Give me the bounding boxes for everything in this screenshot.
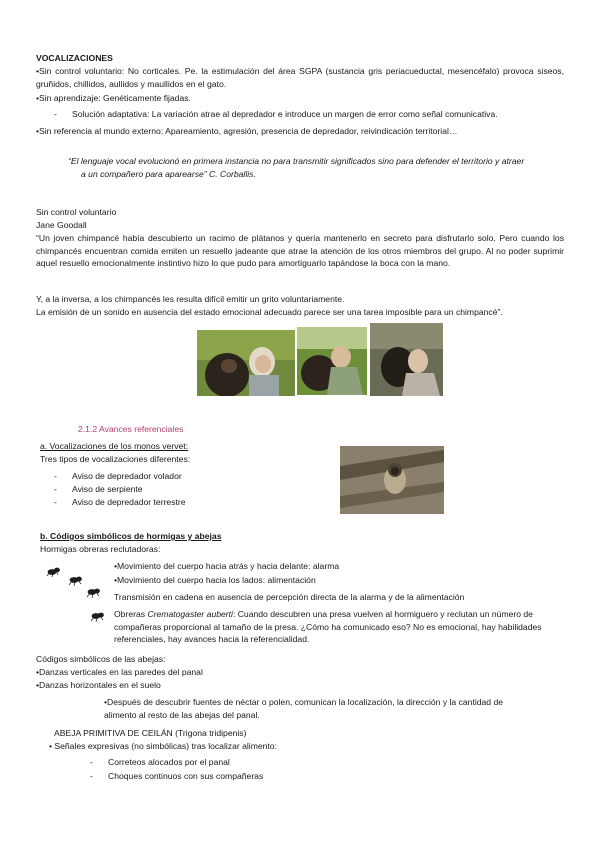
bullet-sin-referencia: •Sin referencia al mundo externo: Apareamiento, agresión, presencia de depredador, reivindicación territorial…: [36, 126, 458, 136]
ant-illustration: [44, 560, 108, 630]
bees-title: Códigos simbólicos de las abejas:: [36, 654, 166, 664]
dash: -: [54, 484, 57, 494]
goodall-paragraph-3: La emisión de un sonido en ausencia del estado emocional adecuado parece ser una tarea imposible para un chimpancé”.: [36, 307, 503, 317]
dash: -: [90, 771, 93, 781]
list-item: Aviso de depredador volador: [72, 471, 182, 481]
ant-alarm-movement: •Movimiento del cuerpo hacia atrás y hacia delante: alarma: [114, 561, 340, 571]
list-item: Aviso de depredador terrestre: [72, 497, 186, 507]
bullet-sin-control: •Sin control voluntario: No corticales. Pe. la estimulación del área SGPA (sustancia gris periacueductal, mesencéfalo) provoca siseos, gruñidos, chillidos, aullidos y maullidos en el gato.: [36, 66, 564, 89]
ant-paragraph-body: : Cuando descubren una presa vuelven al hormiguero y reclutan un número de compañeras proporcional al tamaño de la presa. ¿Cómo ha comunicado eso? No es emocional, hay habilidades referenciales, hay avances hacia la referencialidad.: [114, 609, 542, 645]
dash: -: [54, 109, 57, 119]
section-heading-avances: 2.1.2 Avances referenciales: [78, 424, 184, 434]
ceylon-bee-title: ABEJA PRIMITIVA DE CEILÁN (Trigona tridipenis): [54, 728, 247, 738]
subheading-sin-control: Sin control voluntario: [36, 207, 117, 217]
subsection-a-intro: Tres tipos de vocalizaciones diferentes:: [40, 454, 191, 464]
ant-paragraph-prefix: Obreras: [114, 609, 148, 619]
author-name: Jane Goodall: [36, 220, 87, 230]
list-item: Correteos alocados por el panal: [108, 757, 230, 767]
dash: -: [54, 497, 57, 507]
ant-food-movement: •Movimiento del cuerpo hacia los lados: alimentación: [114, 575, 316, 585]
bee-nectar-communication: •Después de descubrir fuentes de néctar o polen, comunican la localización, la dirección y la cantidad de alimento al resto de las abejas del panal.: [104, 697, 504, 720]
goodall-paragraph-2: Y, a la inversa, a los chimpancés les resulta difícil emitir un grito voluntariamente.: [36, 294, 345, 304]
quote-corballis-line2: a un compañero para aparearse” C. Corballis.: [81, 169, 256, 179]
photo-goodall-chimp-1: [197, 330, 295, 396]
photo-goodall-chimp-3: [370, 323, 443, 396]
dash: -: [54, 471, 57, 481]
goodall-quote-paragraph: “Un joven chimpancé había descubierto un racimo de plátanos y quería mantenerlo en secreto para disfrutarlo solo. Pero cuando los chimpancés encuentran comida emiten un resuello jadeante que atrae la atención de los otros miembros del grupo. Al no poder suprimir aquel resuello emocionalmente instintivo hizo lo que pudo para amortiguarlo tapándose la boca con la mano.: [36, 233, 564, 269]
bee-vertical-dances: •Danzas verticales en las paredes del panal: [36, 667, 203, 677]
list-item: Choques continuos con sus compañeras: [108, 771, 264, 781]
quote-corballis-line1: “El lenguaje vocal evolucionó en primera instancia no para transmitir significados sino para defender el territorio y atraer: [68, 156, 525, 166]
ant-crematogaster-paragraph: [114, 608, 564, 646]
bullet-solucion-adaptativa: Solución adaptativa: La variación atrae al depredador e introduce un margen de error como señal comunicativa.: [72, 109, 498, 119]
bullet-sin-aprendizaje: •Sin aprendizaje: Genéticamente fijadas.: [36, 93, 191, 103]
bee-horizontal-dances: •Danzas horizontales en el suelo: [36, 680, 161, 690]
ant-chain-transmission: Transmisión en cadena en ausencia de percepción directa de la alarma y de la alimentación: [114, 592, 465, 602]
dash: -: [90, 757, 93, 767]
subsection-b-title: b. Códigos simbólicos de hormigas y abejas: [40, 531, 222, 541]
subsection-b-intro: Hormigas obreras reclutadoras:: [40, 544, 161, 554]
list-item: Aviso de serpiente: [72, 484, 143, 494]
subsection-a-title: a. Vocalizaciones de los monos vervet:: [40, 441, 189, 451]
photo-goodall-chimp-2: [297, 327, 367, 395]
section-title-vocalizaciones: VOCALIZACIONES: [36, 53, 113, 63]
species-name: Crematogaster auberti: [147, 609, 233, 619]
photo-vervet-monkey: [340, 446, 444, 514]
ceylon-bee-intro: • Señales expresivas (no simbólicas) tras localizar alimento:: [49, 741, 277, 751]
